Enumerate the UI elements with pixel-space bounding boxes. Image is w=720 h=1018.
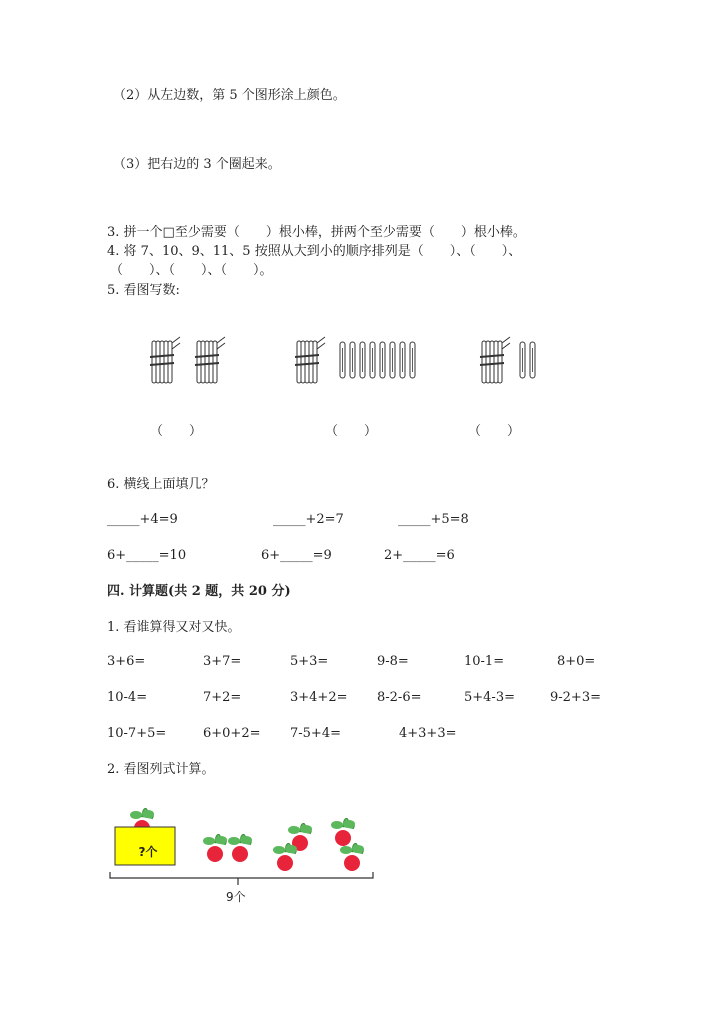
calc-item: 5+4-3=	[464, 690, 515, 705]
fill-blank-equation[interactable]: 2+_____=6	[384, 548, 455, 563]
radish-icon	[203, 834, 227, 862]
question-4-line-2: （ ）、（ ）、（ ）。	[110, 263, 273, 278]
question-4-line-1: 4. 将 7、10、9、11、5 按照从大到小的顺序排列是（ ）、（ ）、	[107, 244, 522, 259]
calc-question-title: 1. 看谁算得又对又快。	[107, 620, 241, 635]
calc-item: 3+4+2=	[290, 690, 348, 705]
question-5-title: 5. 看图写数:	[107, 283, 180, 298]
calc-item: 9-8=	[377, 654, 409, 669]
fill-blank-equation[interactable]: 6+_____=9	[261, 548, 332, 563]
calc-item: 9-2+3=	[550, 690, 601, 705]
section-title: 四. 计算题(共 2 题，共 20 分)	[107, 584, 291, 599]
calc-item: 3+7=	[203, 654, 242, 669]
single-stick	[400, 342, 405, 378]
calc-item: 7+2=	[203, 690, 242, 705]
radish-icon	[340, 843, 364, 871]
single-stick	[360, 342, 365, 378]
ten-bundle	[195, 337, 225, 383]
counting-sticks-figure	[140, 330, 560, 390]
calc-item: 6+0+2=	[203, 726, 261, 741]
single-stick	[350, 342, 355, 378]
total-bracket	[110, 872, 373, 878]
single-stick	[370, 342, 375, 378]
fill-blank-equation[interactable]: _____+5=8	[398, 512, 469, 527]
single-stick	[340, 342, 345, 378]
single-stick	[410, 342, 415, 378]
single-stick	[390, 342, 395, 378]
answer-blank[interactable]: （ ）	[150, 424, 203, 439]
radish-icon	[228, 834, 252, 862]
question-2-part-3: （3）把右边的 3 个圈起来。	[113, 157, 281, 172]
fill-blank-equation[interactable]: _____+4=9	[107, 512, 178, 527]
fill-blank-equation[interactable]: 6+_____=10	[107, 548, 187, 563]
ten-bundle	[295, 337, 325, 383]
answer-blank[interactable]: （ ）	[325, 424, 378, 439]
fill-blank-equation[interactable]: _____+2=7	[273, 512, 344, 527]
calc-item: 10-4=	[107, 690, 148, 705]
calc-item: 5+3=	[290, 654, 329, 669]
calc-item: 4+3+3=	[399, 726, 457, 741]
calc-item: 7-5+4=	[290, 726, 341, 741]
radish-icon	[331, 818, 355, 846]
calc-item: 10-7+5=	[107, 726, 167, 741]
calc-item: 8-2-6=	[377, 690, 422, 705]
ten-bundle	[480, 337, 510, 383]
box-label: ?个	[138, 845, 158, 859]
calc-item: 3+6=	[107, 654, 146, 669]
total-label: 9个	[226, 890, 246, 904]
calc-item: 8+0=	[557, 654, 596, 669]
question-6-title: 6. 横线上面填几？	[107, 477, 215, 492]
single-stick	[520, 342, 525, 378]
single-stick	[380, 342, 385, 378]
question-2-part-2: （2）从左边数，第 5 个图形涂上颜色。	[113, 88, 346, 103]
figure-question-title: 2. 看图列式计算。	[107, 762, 215, 777]
question-3: 3. 拼一个□至少需要（ ）根小棒，拼两个至少需要（ ）根小棒。	[107, 225, 526, 240]
ten-bundle	[150, 337, 180, 383]
radish-icon	[273, 843, 297, 871]
single-stick	[530, 342, 535, 378]
calc-item: 10-1=	[464, 654, 505, 669]
answer-blank[interactable]: （ ）	[468, 424, 521, 439]
